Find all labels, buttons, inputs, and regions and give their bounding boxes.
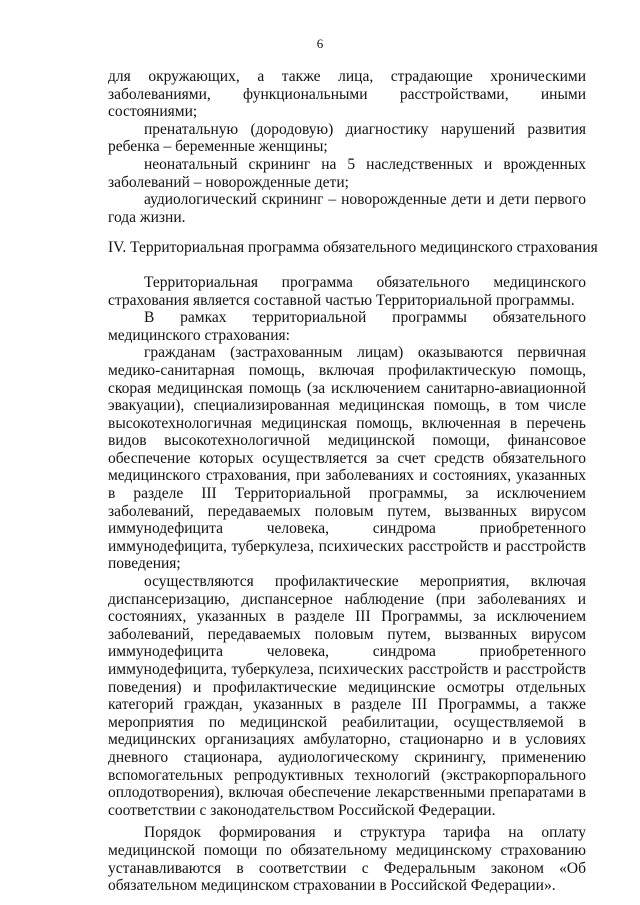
document-body — [108, 68, 598, 895]
paragraph-audiological-screening: аудиологический скрининг – новорожденные дети и дети первого года жизни. — [108, 191, 586, 226]
paragraph-tariff-procedure: Порядок формирования и структура тарифа на оплату медицинской помощи по обязательному медицинскому страхованию устанавливаются в соответствии с Федеральным законом «Об обязательном медицинском страховании в Российской Федерации». — [108, 824, 586, 895]
paragraph-program-scope-intro: В рамках территориальной программы обязательного медицинского страхования: — [108, 309, 586, 344]
paragraph-insured-care: гражданам (застрахованным лицам) оказываются первичная медико-санитарная помощь, включая профилактическую помощь, скорая медицинская помощь (за исключением санитарно-авиационной эвакуации), специализированная медицинская помощь, в том числе высокотехнологичная медицинская помощь, включенная в перечень видов высокотехнологичной медицинской помощи, финансовое обеспечение которых осуществляется за счет средств обязательного медицинского страхования, при заболеваниях и состояниях, указанных в разделе III Территориальной программы, за исключением заболеваний, передаваемых половым путем, вызванных вирусом иммунодефицита человека, синдрома приобретенного иммунодефицита, туберкулеза, психических расстройств и расстройств поведения; — [108, 344, 586, 573]
section-heading: IV. Территориальная программа обязательного медицинского страхования — [108, 239, 598, 257]
paragraph-preventive-measures: осуществляются профилактические мероприятия, включая диспансеризацию, диспансерное наблюдение (при заболеваниях и состояниях, указанных в разделе III Программы, за исключением заболеваний, передаваемых половым путем, вызванных вирусом иммунодефицита человека, синдрома приобретенного иммунодефицита, туберкулеза, психических расстройств и расстройств поведения) и профилактические медицинские осмотры отдельных категорий граждан, указанных в разделе III Программы, а также мероприятия по медицинской реабилитации, осуществляемой в медицинских организациях амбулаторно, стационарно и в условиях дневного стационара, аудиологическому скринингу, применению вспомогательных репродуктивных технологий (экстракорпорального оплодотворения), включая обеспечение лекарственными препаратами в соответствии с законодательством Российской Федерации. — [108, 573, 586, 819]
paragraph-continuation: для окружающих, а также лица, страдающие хроническими заболеваниями, функциональными расстройствами, иными состояниями; — [108, 68, 586, 121]
paragraph-prenatal-diagnostics: пренатальную (дородовую) диагностику нарушений развития ребенка – беременные женщины; — [108, 120, 586, 156]
paragraph-neonatal-screening: неонатальный скрининг на 5 наследственных и врожденных заболеваний – новорожденные дети; — [108, 155, 586, 191]
paragraph-program-definition: Территориальная программа обязательного медицинского страхования является составной частью Территориальной программы. — [108, 273, 586, 309]
page-number: 6 — [316, 36, 324, 51]
